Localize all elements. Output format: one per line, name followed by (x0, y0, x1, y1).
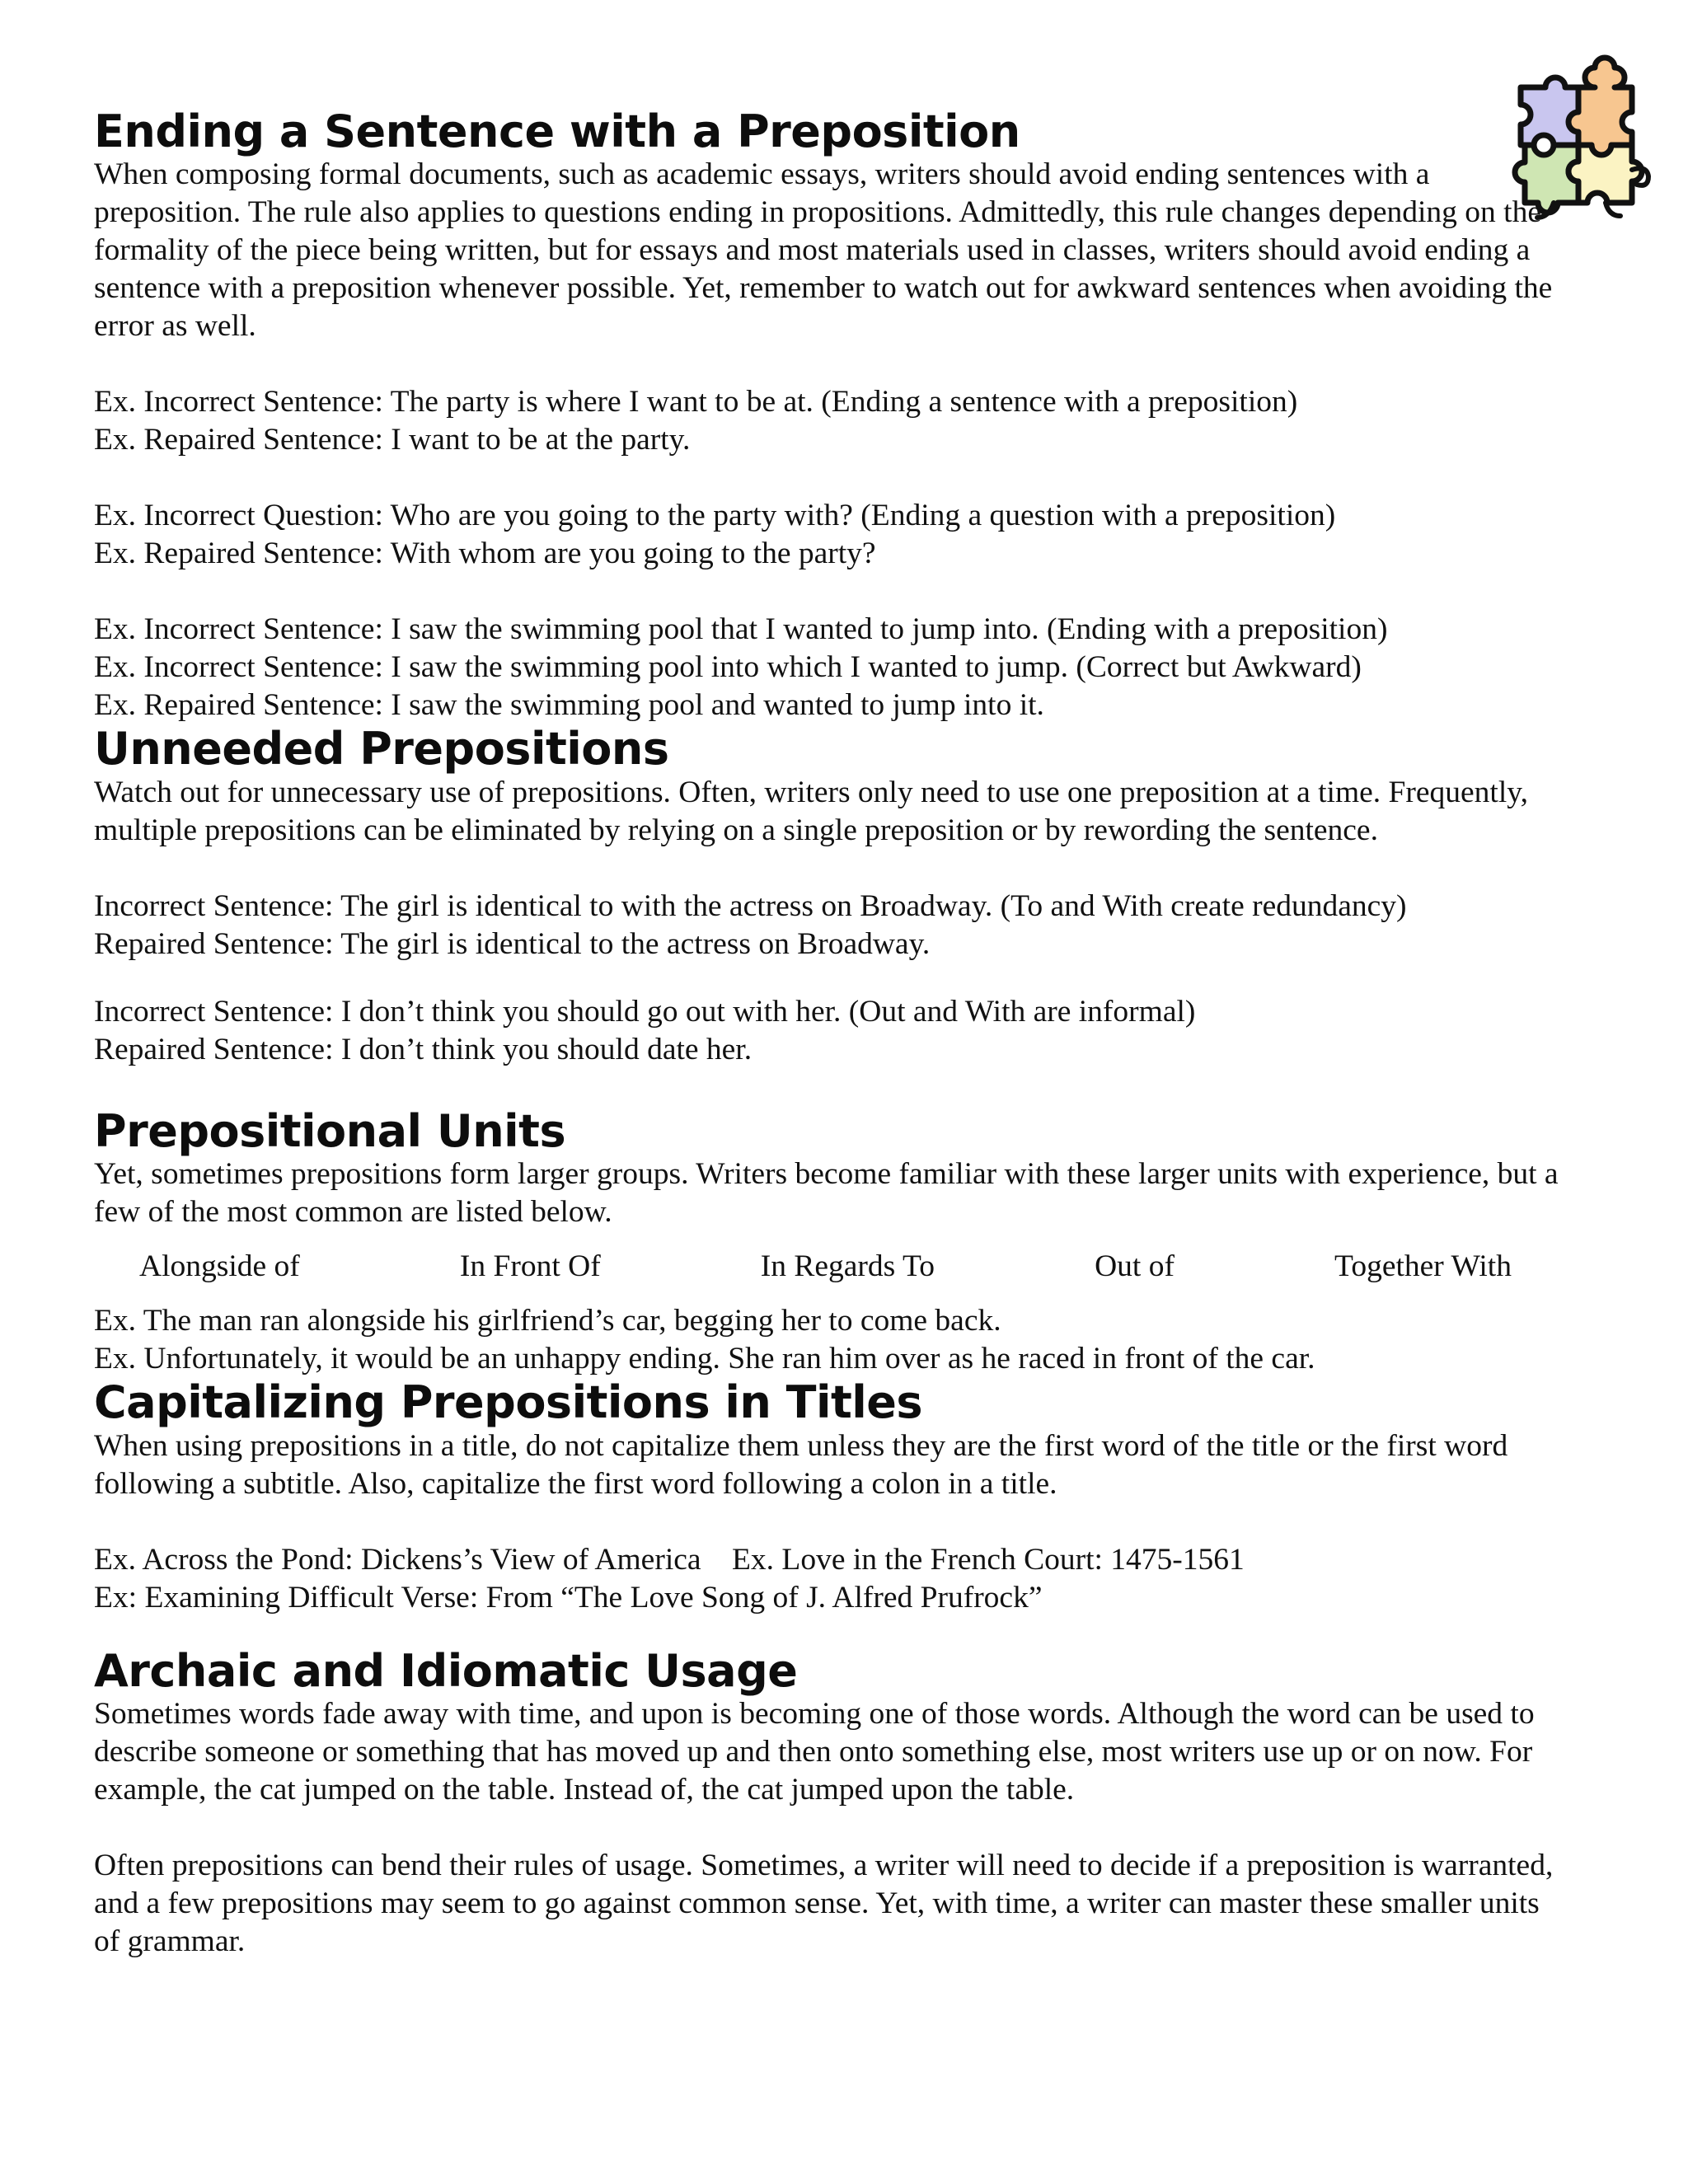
example-line: Ex. The man ran alongside his girlfriend’s car, begging her to come back. (94, 1304, 1001, 1338)
section-body: Watch out for unnecessary use of prepositions. Often, writers only need to use one preposition at a time. Frequently, multiple prepositions can be eliminated by relying on a single preposition or by rewording the sentence. (94, 775, 1528, 847)
example-line: Ex: Examining Difficult Verse: From “The Love Song of J. Alfred Prufrock” (94, 1580, 1043, 1615)
section-heading-archaic-usage: Archaic and Idiomatic Usage (94, 1644, 798, 1697)
example-line: Ex. Incorrect Sentence: The party is where I want to be at. (Ending a sentence with a preposition) (94, 385, 1298, 419)
example-line: Ex. Repaired Sentence: I want to be at the party. (94, 423, 691, 457)
example-line: Incorrect Sentence: The girl is identical to with the actress on Broadway. (To and With create redundancy) (94, 888, 1407, 923)
unit-item: Together With (1334, 1249, 1512, 1284)
unit-item: In Regards To (760, 1249, 935, 1284)
section-body: Sometimes words fade away with time, and upon is becoming one of those words. Although the word can be used to describe someone or something that has moved up and then onto something else, most writers use up or on now. For example, the cat jumped on the table. Instead of, the cat jumped upon the table. (94, 1696, 1535, 1807)
example-line: Incorrect Sentence: I don’t think you should go out with her. (Out and With are informal) (94, 994, 1196, 1029)
example-line: Repaired Sentence: I don’t think you should date her. (94, 1032, 753, 1066)
example-line: Ex. Incorrect Sentence: I saw the swimming pool that I wanted to jump into. (Ending with a preposition) (94, 612, 1388, 647)
section-body: Yet, sometimes prepositions form larger groups. Writers become familiar with these larger units with experience, but a few of the most common are listed below. (94, 1157, 1559, 1230)
section-heading-unneeded-prepositions: Unneeded Prepositions (94, 723, 669, 776)
example-line: Ex. Repaired Sentence: I saw the swimming pool and wanted to jump into it. (94, 688, 1044, 723)
section-heading-ending-preposition: Ending a Sentence with a Preposition (94, 105, 1020, 157)
document-page (94, 107, 1569, 1961)
section-body-closing: Often prepositions can bend their rules of usage. Sometimes, a writer will need to decide if a preposition is warranted, and a few prepositions may seem to go against common sense. Yet, with time, a writer can master these smaller units of grammar. (94, 1848, 1554, 1958)
prepositional-units-list (94, 1248, 1569, 1286)
example-line: Ex. Across the Pond: Dickens’s View of America Ex. Love in the French Court: 1475-1561 (94, 1542, 1245, 1577)
example-line: Ex. Unfortunately, it would be an unhappy ending. She ran him over as he raced in front of the car. (94, 1342, 1315, 1376)
unit-item: In Front Of (459, 1249, 601, 1284)
unit-item: Out of (1095, 1249, 1175, 1284)
section-body: When composing formal documents, such as academic essays, writers should avoid ending sentences with a preposition. The rule also applies to questions ending in propositions. Admittedly, this rule changes depending on the formality of the piece being written, but for essays and most materials used in classes, writers should avoid ending a sentence with a preposition whenever possible. Yet, remember to watch out for awkward sentences when avoiding the error as well. (94, 157, 1553, 344)
section-heading-capitalizing-titles: Capitalizing Prepositions in Titles (94, 1376, 923, 1429)
example-line: Ex. Incorrect Sentence: I saw the swimming pool into which I wanted to jump. (Correct but Awkward) (94, 650, 1362, 685)
unit-item: Alongside of (139, 1249, 300, 1284)
example-line: Ex. Repaired Sentence: With whom are you going to the party? (94, 537, 876, 571)
section-heading-prepositional-units: Prepositional Units (94, 1104, 566, 1157)
section-body: When using prepositions in a title, do not capitalize them unless they are the first word of the title or the first word following a subtitle. Also, capitalize the first word following a colon in a title. (94, 1428, 1508, 1501)
example-line: Repaired Sentence: The girl is identical to the actress on Broadway. (94, 926, 931, 961)
example-line: Ex. Incorrect Question: Who are you going to the party with? (Ending a question with a preposition) (94, 499, 1336, 533)
